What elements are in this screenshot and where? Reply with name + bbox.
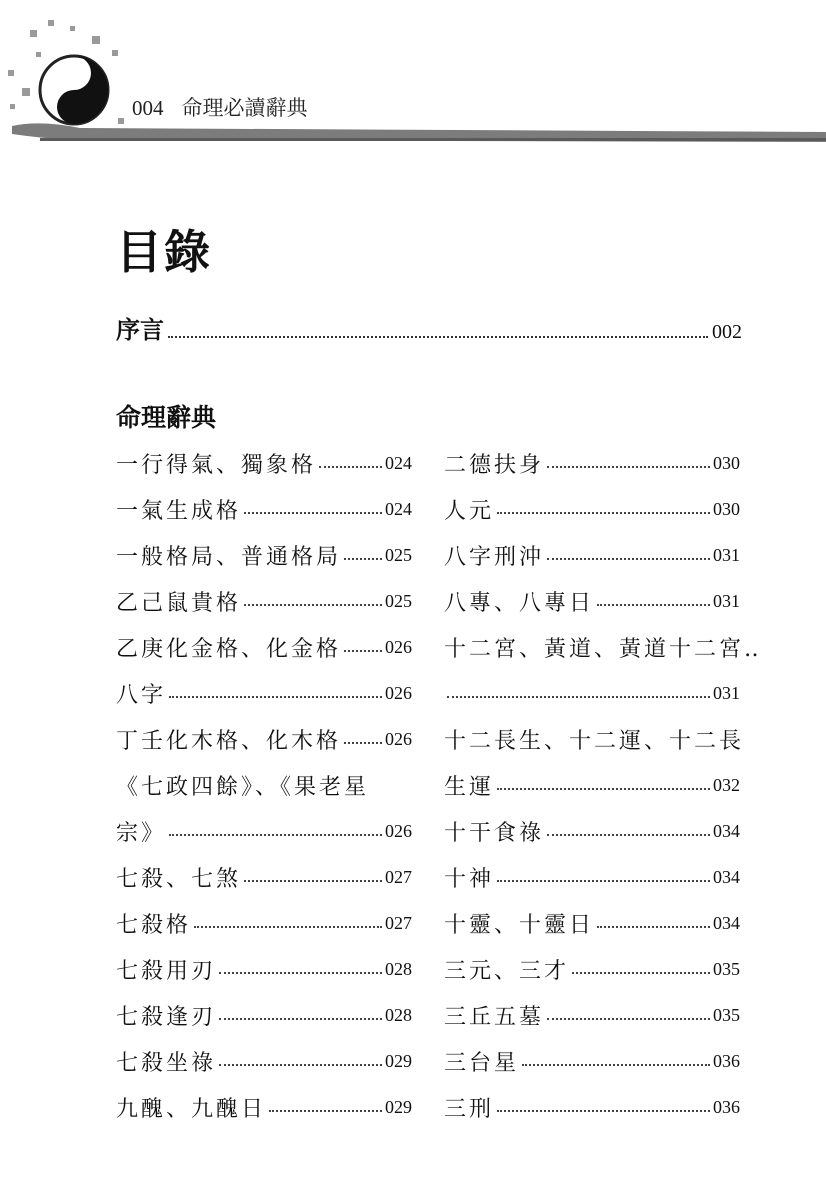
toc-entry[interactable]: [444, 1084, 740, 1130]
dot-leader: [572, 972, 710, 974]
toc-entry[interactable]: [116, 440, 412, 486]
toc-entry[interactable]: [116, 854, 412, 900]
toc-entry[interactable]: [444, 900, 740, 946]
dot-leader: [547, 558, 710, 560]
toc-entry[interactable]: [116, 1084, 412, 1130]
toc-entry-page: 026: [385, 636, 412, 657]
toc-entry-page: 029: [385, 1096, 412, 1117]
dot-leader: [522, 1064, 710, 1066]
toc-entry[interactable]: [444, 854, 740, 900]
toc-entry[interactable]: [444, 762, 740, 808]
toc-entry-term: 宗》: [116, 820, 167, 846]
toc-entry[interactable]: [116, 532, 412, 578]
dot-leader: [344, 558, 382, 560]
toc-entry[interactable]: [444, 440, 740, 486]
toc-entry[interactable]: [444, 992, 740, 1038]
toc-entry-term: 十靈、十靈日: [444, 912, 595, 938]
toc-entry-page: 029: [385, 1050, 412, 1071]
toc-entry-page: 031: [713, 544, 740, 565]
dot-leader: [194, 926, 382, 928]
toc-entry[interactable]: [116, 578, 412, 624]
toc-entry-term: 七殺坐祿: [116, 1050, 217, 1076]
toc-entry[interactable]: [444, 486, 740, 532]
dot-leader: [547, 466, 710, 468]
yin-yang-decoration-icon: [0, 0, 826, 160]
dot-leader: [168, 336, 708, 338]
toc-entry-page: 024: [385, 498, 412, 519]
dot-leader: [219, 1018, 382, 1020]
toc-entry-page: 031: [713, 682, 740, 703]
toc-entry-page: 027: [385, 912, 412, 933]
toc-entry[interactable]: [116, 808, 412, 854]
toc-entry[interactable]: [444, 670, 740, 716]
toc-entry-page: 034: [713, 820, 740, 841]
toc-entry-page: 024: [385, 452, 412, 473]
toc-entry[interactable]: [444, 624, 762, 670]
toc-entry[interactable]: [116, 670, 412, 716]
toc-entry-term: 乙庚化金格、化金格: [116, 636, 342, 662]
dot-leader: [344, 742, 382, 744]
dot-leader: [169, 696, 382, 698]
toc-entry-term: 一般格局、普通格局: [116, 544, 342, 570]
header-page-number: 004: [132, 96, 164, 120]
running-header: [132, 92, 308, 122]
toc-entry-page: 025: [385, 544, 412, 565]
toc-left-column: [116, 440, 412, 1130]
toc-entry[interactable]: [116, 992, 412, 1038]
toc-entry[interactable]: [444, 716, 745, 762]
toc-entry-term: 丁壬化木格、化木格: [116, 728, 342, 754]
toc-entry-page: 034: [713, 912, 740, 933]
toc-entry-page: 027: [385, 866, 412, 887]
toc-entry[interactable]: [116, 946, 412, 992]
toc-entry-page: 030: [713, 498, 740, 519]
preface-page: 002: [712, 321, 742, 343]
toc-entry[interactable]: [444, 578, 740, 624]
toc-entry-page: 026: [385, 820, 412, 841]
dot-leader: [547, 834, 710, 836]
dot-leader: [597, 926, 710, 928]
toc-entry-page: 032: [713, 774, 740, 795]
toc-entry-term: 一行得氣、獨象格: [116, 452, 317, 478]
toc-right-column: [444, 440, 762, 1130]
dot-leader: [497, 880, 710, 882]
dot-leader: [497, 512, 710, 514]
toc-entry-term: 十神: [444, 866, 495, 892]
toc-entry-page: 025: [385, 590, 412, 611]
toc-entry[interactable]: [116, 716, 412, 762]
toc-entry-term: 人元: [444, 498, 495, 524]
toc-entry-page: 036: [713, 1096, 740, 1117]
toc-entry[interactable]: [444, 808, 740, 854]
section-heading: 命理辭典: [116, 403, 217, 432]
toc-entry[interactable]: [116, 900, 412, 946]
dot-leader: [447, 696, 710, 698]
toc-entry-term: 七殺逢刃: [116, 1004, 217, 1030]
toc-entry-term: 七殺格: [116, 912, 192, 938]
toc-entry-term: 十干食祿: [444, 820, 545, 846]
toc-entry-page: 026: [385, 682, 412, 703]
toc-entry-term: 二德扶身: [444, 452, 545, 478]
dot-leader: [597, 604, 710, 606]
toc-entry-term: 三台星: [444, 1050, 520, 1076]
dot-leader: [244, 604, 382, 606]
dot-leader: [497, 788, 710, 790]
toc-entry-term: 生運: [444, 774, 495, 800]
toc-entry-term: 九醜、九醜日: [116, 1096, 267, 1122]
toc-entry-term: 乙己鼠貴格: [116, 590, 242, 616]
toc-entry[interactable]: [116, 1038, 412, 1084]
toc-entry-page: 035: [713, 1004, 740, 1025]
preface-entry[interactable]: [116, 310, 742, 345]
toc-entry-term: 七殺用刃: [116, 958, 217, 984]
toc-entry[interactable]: [444, 1038, 740, 1084]
toc-entry-page: 034: [713, 866, 740, 887]
toc-entry-page: 036: [713, 1050, 740, 1071]
toc-entry-term: 三刑: [444, 1096, 495, 1122]
toc-entry-page: 026: [385, 728, 412, 749]
toc-entry-term: 十二長生、十二運、十二長: [444, 728, 745, 754]
dot-leader: [497, 1110, 710, 1112]
toc-entry-term: 八字刑沖: [444, 544, 545, 570]
toc-entry-page: 028: [385, 1004, 412, 1025]
dot-leader: [244, 880, 382, 882]
dot-leader: [219, 1064, 382, 1066]
dot-leader: [319, 466, 382, 468]
header-book-title: 命理必讀辭典: [181, 96, 308, 120]
page-header: [0, 0, 826, 160]
dot-leader: [344, 650, 382, 652]
toc-entry-term: 七殺、七煞: [116, 866, 242, 892]
toc-entry-term: 《七政四餘》、《果老星: [116, 774, 370, 800]
toc-entry-page: 035: [713, 958, 740, 979]
toc-entry-page: 030: [713, 452, 740, 473]
toc-entry[interactable]: [116, 486, 412, 532]
toc-entry-term: 十二宮、黃道、黃道十二宮‥: [444, 636, 762, 662]
toc-entry-page: 028: [385, 958, 412, 979]
toc-entry-term: 八字: [116, 682, 167, 708]
dot-leader: [244, 512, 382, 514]
toc-entry[interactable]: [444, 946, 740, 992]
toc-entry-term: 三元、三才: [444, 958, 570, 984]
dot-leader: [219, 972, 382, 974]
toc-entry[interactable]: [116, 624, 412, 670]
page-title: 目錄: [116, 225, 212, 279]
toc-entry-page: 031: [713, 590, 740, 611]
toc-entry-term: 三丘五墓: [444, 1004, 545, 1030]
dot-leader: [169, 834, 382, 836]
toc-entry-term: 八專、八專日: [444, 590, 595, 616]
dot-leader: [269, 1110, 382, 1112]
dot-leader: [547, 1018, 710, 1020]
toc-entry-term: 一氣生成格: [116, 498, 242, 524]
toc-entry[interactable]: [444, 532, 740, 578]
toc-entry[interactable]: [116, 762, 412, 808]
preface-label: 序言: [116, 316, 164, 344]
